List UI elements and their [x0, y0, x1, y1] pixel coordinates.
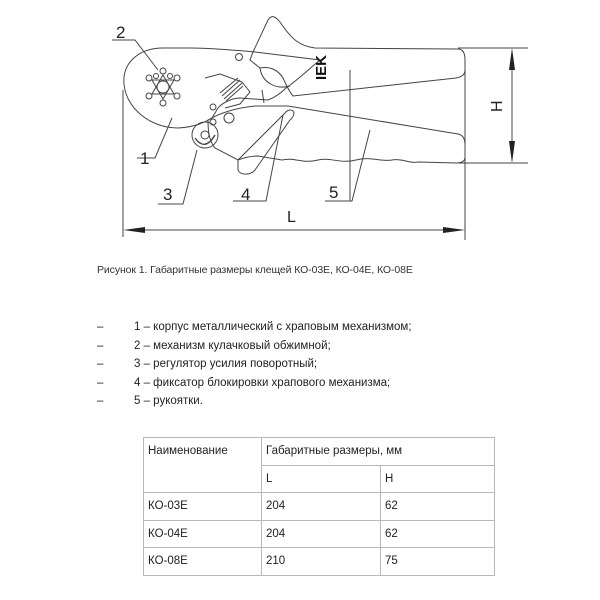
subheader-h: H — [381, 465, 495, 493]
crimper-technical-drawing — [0, 0, 600, 260]
dim-arrow-left — [123, 227, 145, 233]
dim-arrow-up — [509, 48, 515, 70]
table-row — [144, 520, 495, 548]
header-name: Наименование — [144, 438, 262, 493]
dim-label-length: L — [287, 209, 296, 226]
table-row — [144, 548, 495, 576]
cell-h: 62 — [381, 520, 495, 548]
dim-arrow-down — [509, 141, 515, 163]
header-dimensions: Габаритные размеры, мм — [262, 438, 495, 466]
callout-3: 3 — [163, 185, 173, 204]
cell-name: КО-08Е — [144, 548, 262, 576]
list-dash: – — [97, 395, 104, 407]
cell-name: КО-04Е — [144, 520, 262, 548]
ratchet-lock-fixator — [238, 110, 294, 174]
legend-text: 2 – механизм кулачковый обжимной; — [134, 339, 331, 352]
dimensions-table — [143, 437, 495, 576]
subheader-l: L — [262, 465, 381, 493]
force-regulator-knob — [192, 119, 218, 148]
cell-name: КО-03Е — [144, 493, 262, 521]
dim-label-height: H — [489, 100, 506, 112]
cell-l: 210 — [262, 548, 381, 576]
list-dash: – — [97, 358, 104, 370]
cam-crimping-mechanism — [146, 68, 180, 106]
upper-handle-outline — [250, 17, 465, 96]
callout-1: 1 — [140, 149, 150, 168]
table-row — [144, 493, 495, 521]
brand-logo: IEK — [313, 54, 330, 80]
table-header-row — [144, 438, 495, 466]
lower-handle-outline — [208, 106, 465, 163]
legend-text: 5 – рукоятки. — [134, 395, 203, 407]
callout-5: 5 — [329, 183, 339, 202]
list-dash: – — [97, 376, 104, 389]
dim-arrow-right — [443, 227, 465, 233]
cell-l: 204 — [262, 520, 381, 548]
legend-text: 4 – фиксатор блокировки храпового механизма; — [134, 376, 391, 389]
callout-4: 4 — [241, 185, 251, 204]
list-dash: – — [97, 339, 104, 352]
list-dash: – — [97, 321, 104, 333]
cell-h: 62 — [381, 493, 495, 521]
tool-body-outline — [124, 48, 320, 128]
cell-h: 75 — [381, 548, 495, 576]
figure-caption: Рисунок 1. Габаритные размеры клещей КО-03Е, КО-04Е, КО-08Е — [97, 264, 413, 276]
callout-2: 2 — [116, 23, 126, 42]
legend-text: 3 – регулятор усилия поворотный; — [134, 358, 318, 370]
cell-l: 204 — [262, 493, 381, 521]
legend-text: 1 – корпус металлический с храповым механизмом; — [134, 321, 412, 333]
